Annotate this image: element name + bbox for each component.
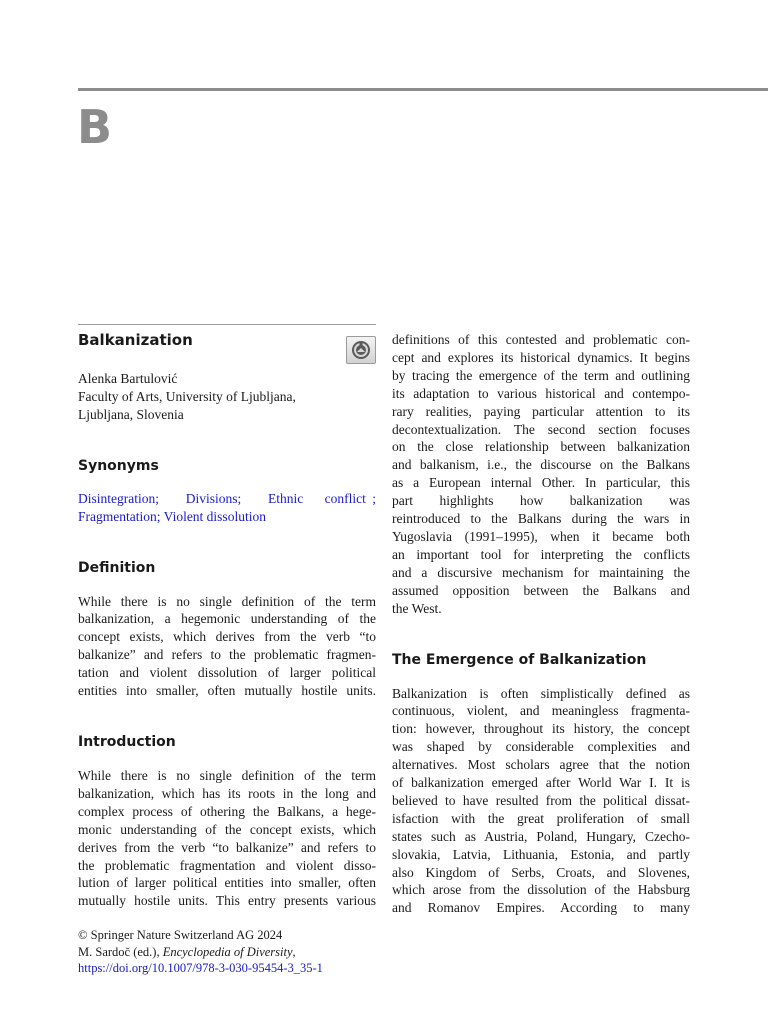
text-line: and a discursive mechanism for maintaining the	[392, 564, 690, 580]
text-line: the West.	[392, 600, 442, 616]
text-line: an important tool for interpreting the conflicts	[392, 546, 690, 562]
top-rule	[78, 88, 768, 91]
text-line: lution of larger political entities into smaller, often	[78, 875, 376, 891]
entry-header	[78, 330, 376, 370]
text-line: complex process of othering the Balkans, a hege-	[78, 803, 376, 819]
author-name: Alenka Bartulović	[78, 371, 178, 386]
text-line: derives from the verb “to balkanize” and refers to	[78, 839, 376, 855]
text-line: isfaction with the great proliferation of small	[392, 810, 690, 826]
text-line: continuous, violent, and meaningless fragmenta-	[392, 703, 690, 719]
emergence-heading: The Emergence of Balkanization	[392, 651, 647, 668]
text-line: and Romanov Empires. According to many	[392, 900, 690, 916]
right-column	[392, 331, 690, 917]
text-line: was shaped by considerable complexities and	[392, 739, 690, 755]
text-line: tion: however, throughout its history, the concept	[392, 721, 690, 737]
text-line: by tracing the emergence of the term and outlining	[392, 367, 690, 383]
synonym-link[interactable]: Fragmentation	[78, 508, 157, 524]
text-line: assumed opposition between the Balkans and	[392, 582, 690, 598]
text-line: While there is no single definition of the term	[78, 767, 376, 783]
text-line: monic understanding of the concept exists, which	[78, 821, 376, 837]
synonyms-line: Fragmentation; Violent dissolution	[78, 508, 266, 524]
definition-heading: Definition	[78, 559, 156, 576]
synonyms-line	[78, 490, 376, 508]
section-letter: B	[77, 100, 113, 154]
text-line: part highlights how balkanization was	[392, 493, 690, 509]
text-line: balkanization, a hegemonic understanding of the	[78, 611, 376, 627]
citation-title: Encyclopedia of Diversity	[162, 944, 293, 959]
affiliation-line: Faculty of Arts, University of Ljubljana,	[78, 388, 296, 404]
entry-title: Balkanization	[78, 331, 193, 349]
introduction-continued	[392, 331, 690, 618]
synonym-link-text: Ethnic conflict	[267, 490, 366, 506]
synonyms-list	[78, 490, 376, 526]
introduction-heading: Introduction	[78, 733, 176, 750]
introduction-body	[78, 767, 376, 910]
text-line: definitions of this contested and problematic con-	[392, 332, 690, 347]
synonym-item: Disintegration;	[78, 490, 160, 506]
text-line: alternatives. Most scholars agree that the notion	[392, 757, 690, 773]
synonyms-heading: Synonyms	[78, 457, 159, 474]
synonym-link[interactable]: Divisions	[185, 490, 238, 506]
text-line: on the close relationship between balkanization	[392, 439, 690, 455]
definition-body	[78, 593, 376, 700]
text-line: Balkanization is often simplistically defined as	[392, 685, 690, 701]
text-line: entities into smaller, often mutually hostile units.	[78, 683, 376, 699]
text-line: balkanization, which has its roots in the long and	[78, 785, 376, 801]
text-line: While there is no single definition of the term	[78, 593, 376, 609]
text-line: reintroduced to the Balkans during the wars in	[392, 511, 690, 527]
text-line: its adaptation to various historical and contempo-	[392, 385, 690, 401]
text-line: also Kingdom of Serbs, Croats, and Slovenes,	[392, 864, 690, 880]
text-line: believed to have resulted from the political dissat-	[392, 792, 690, 808]
text-line: Yugoslavia (1991–1995), when it became both	[392, 528, 690, 544]
text-line: the problematic fragmentation and violent disso-	[78, 857, 376, 873]
text-line: slovakia, Latvia, Lithuania, Estonia, and partly	[392, 846, 690, 862]
entry-rule	[78, 324, 376, 325]
affiliation-line: Ljubljana, Slovenia	[78, 406, 184, 422]
copyright-notice: © Springer Nature Switzerland AG 2024	[78, 928, 283, 942]
text-line: and balkanism, i.e., the discourse on the Balkans	[392, 457, 690, 473]
author-block	[78, 370, 376, 424]
emergence-body	[392, 685, 690, 918]
synonym-item: Ethnic conflict ;	[267, 490, 376, 506]
text-line: mutually hostile units. This entry presents various	[78, 893, 376, 909]
text-line: tation and violent dissolution of larger political	[78, 665, 376, 681]
left-column	[78, 330, 376, 910]
synonym-item: Divisions;	[185, 490, 242, 506]
citation-suffix: ,	[292, 944, 296, 959]
doi-link[interactable]: https://doi.org/10.1007/978-3-030-95454-3_35-1	[78, 961, 323, 975]
text-line: as a European internal Other. In particular, this	[392, 475, 690, 491]
citation-prefix: M. Sardoč (ed.),	[78, 944, 163, 959]
text-line: cept and explores its historical dynamics. It begins	[392, 349, 690, 365]
page-footer	[78, 927, 398, 977]
synonym-link[interactable]: Disintegration	[78, 490, 156, 506]
citation	[78, 944, 398, 961]
text-line: which arose from the dissolution of the Habsburg	[392, 882, 690, 898]
text-line: concept exists, which derives from the verb “to	[78, 629, 376, 645]
text-line: of balkanization emerged after World War I. It is	[392, 775, 690, 791]
synonym-link[interactable]	[268, 490, 372, 508]
text-line: rary realities, paying particular attention to its	[392, 403, 690, 419]
check-for-updates-icon[interactable]	[346, 336, 376, 364]
text-line: decontextualization. The second section focuses	[392, 421, 690, 437]
text-line: states such as Austria, Poland, Hungary, Czecho-	[392, 828, 690, 844]
text-line: balkanize” and refers to the problematic fragmen-	[78, 647, 376, 663]
synonym-link[interactable]: Violent dissolution	[163, 508, 266, 524]
